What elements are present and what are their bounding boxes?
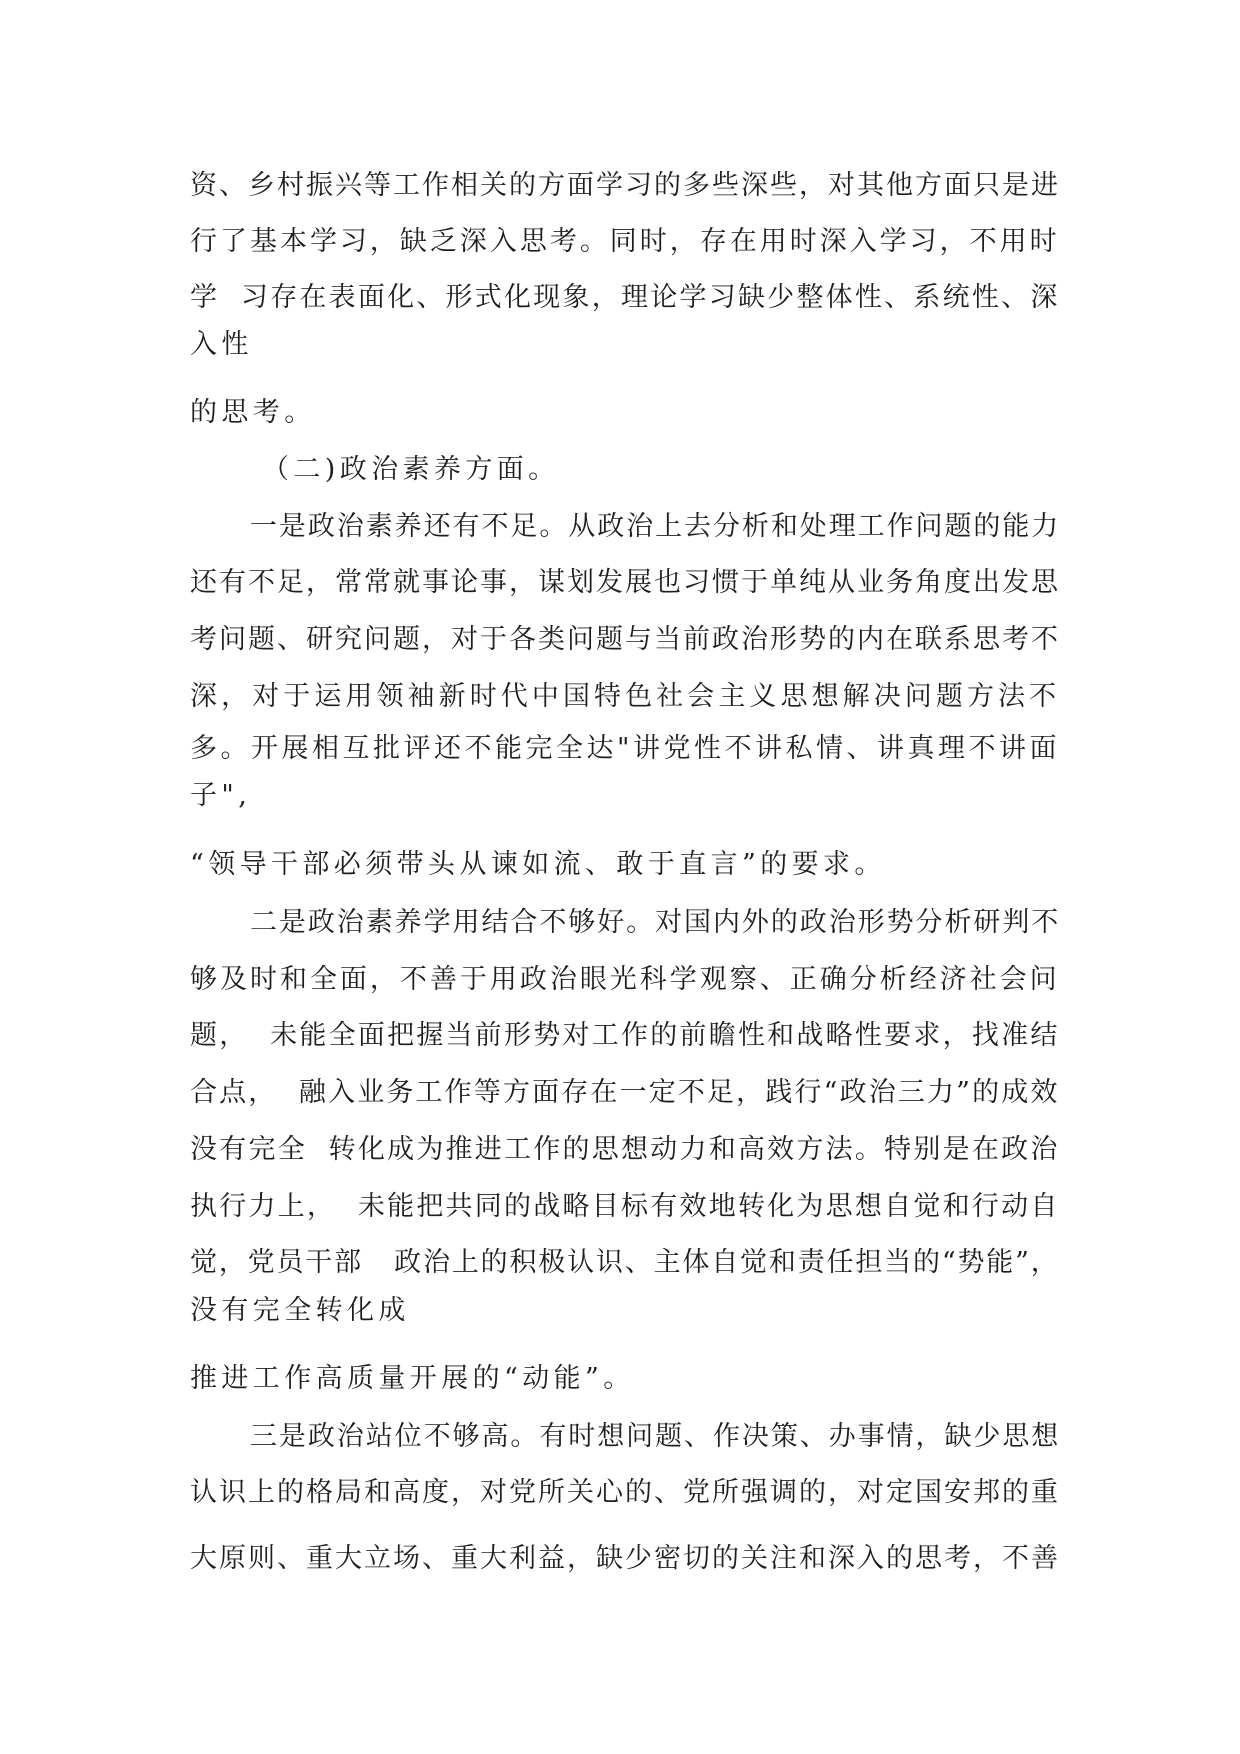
text-line: 合点， 融入业务工作等方面存在一定不足，践行“政治三力”的成效 — [190, 1077, 1060, 1108]
text-line: 题， 未能全面把握当前形势对工作的前瞻性和战略性要求，找准结 — [190, 1020, 1060, 1051]
text-line: 大原则、重大立场、重大利益，缺少密切的关注和深入的思考，不善 — [190, 1543, 1060, 1574]
text-line: 推进工作高质量开展的“动能”。 — [190, 1363, 635, 1394]
text-line: 行了基本学习，缺乏深入思考。同时，存在用时深入学习，不用时 — [190, 226, 1060, 257]
text-line: 深，对于运用领袖新时代中国特色社会主义思想解决问题方法不 — [190, 681, 1061, 712]
text-line: 觉，党员干部 政治上的积极认识、主体自觉和责任担当的“势能”， — [190, 1247, 1060, 1278]
text-line: 资、乡村振兴等工作相关的方面学习的多些深些，对其他方面只是进 — [190, 170, 1060, 201]
text-line: 认识上的格局和高度，对党所关心的、党所强调的，对定国安邦的重 — [190, 1477, 1060, 1508]
text-line: 没有完全转化成 — [190, 1295, 410, 1326]
text-line: 还有不足，常常就事论事，谋划发展也习惯于单纯从业务角度出发思 — [190, 567, 1060, 598]
text-line: 入性 — [190, 329, 253, 360]
text-line: 二是政治素养学用结合不够好。对国内外的政治形势分析研判不 — [250, 907, 1061, 938]
text-line: 三是政治站位不够高。有时想问题、作决策、办事情，缺少思想 — [250, 1421, 1061, 1452]
text-line: 多。开展相互批评还不能完全达"讲党性不讲私情、讲真理不讲面 — [190, 733, 1061, 764]
section-heading: （二)政治素养方面。 — [262, 454, 560, 485]
text-line: 执行力上， 未能把共同的战略目标有效地转化为思想自觉和行动自 — [190, 1191, 1060, 1222]
text-line: 一是政治素养还有不足。从政治上去分析和处理工作问题的能力 — [250, 511, 1061, 542]
text-line: 学 习存在表面化、形式化现象，理论学习缺少整体性、系统性、深 — [190, 282, 1060, 313]
text-line: 没有完全 转化成为推进工作的思想动力和高效方法。特别是在政治 — [190, 1134, 1060, 1165]
text-line: 够及时和全面，不善于用政治眼光科学观察、正确分析经济社会问 — [190, 964, 1060, 995]
text-line: “领导干部必须带头从谏如流、敢于直言”的要求。 — [190, 849, 886, 880]
text-line: 子", — [190, 780, 252, 811]
text-line: 的思考。 — [190, 397, 316, 428]
text-line: 考问题、研究问题，对于各类问题与当前政治形势的内在联系思考不 — [190, 624, 1060, 655]
